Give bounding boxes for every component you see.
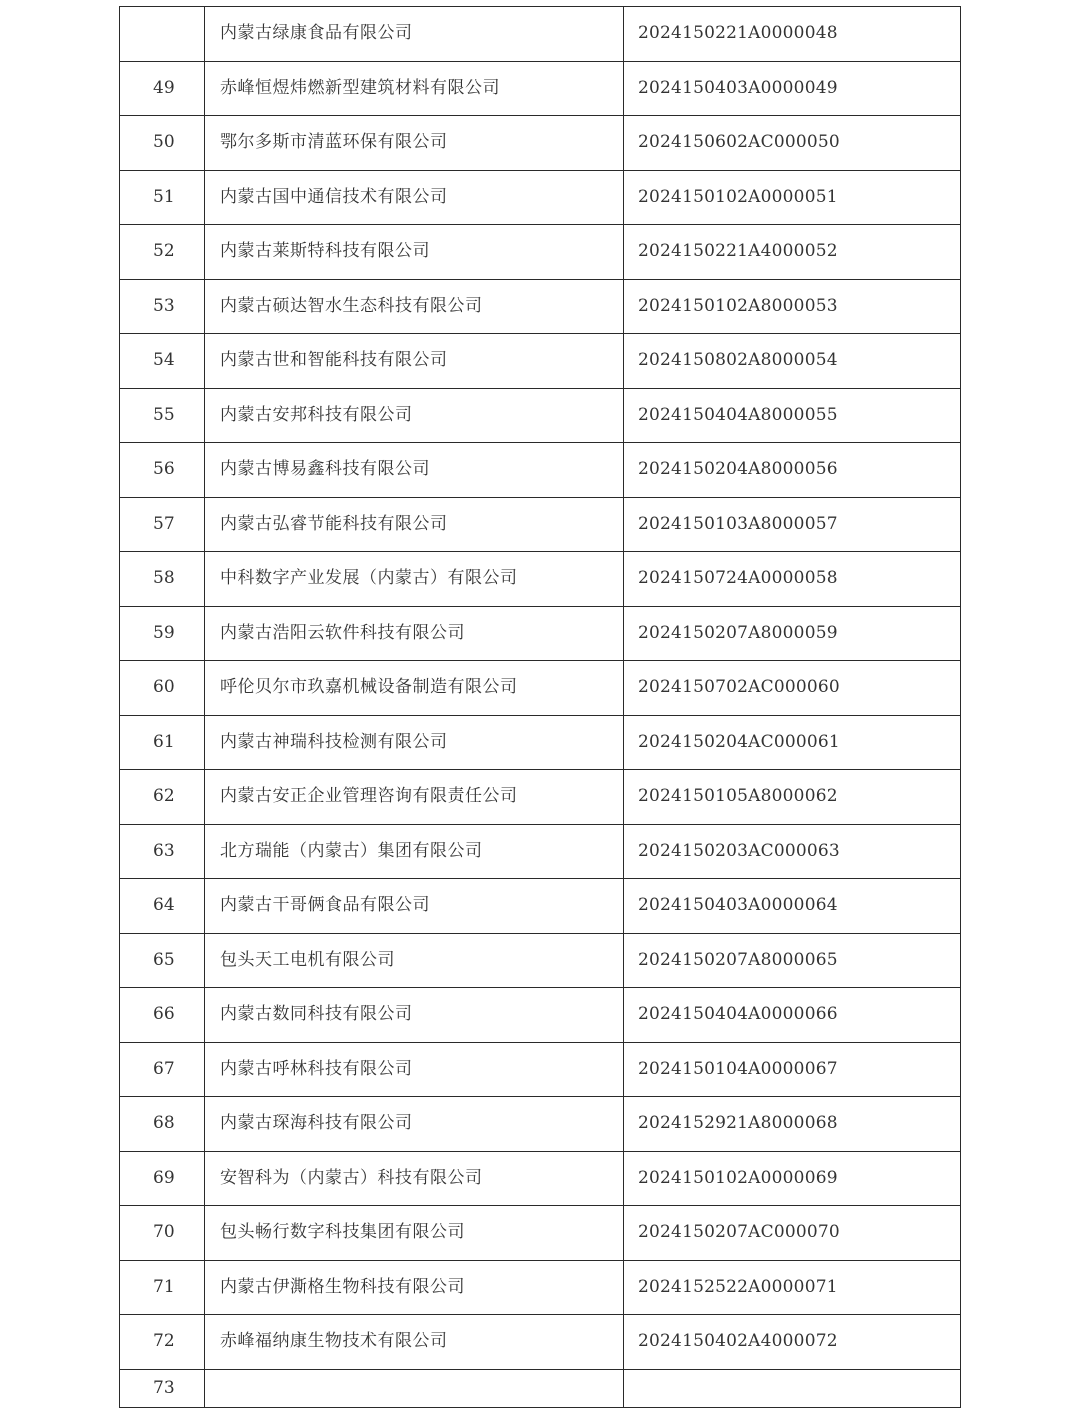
company-name-cell: 呼伦贝尔市玖嘉机械设备制造有限公司 [205,661,624,716]
registration-code-cell: 2024150204AC000061 [624,715,961,770]
company-name-cell: 内蒙古安正企业管理咨询有限责任公司 [205,770,624,825]
company-name-cell: 内蒙古神瑞科技检测有限公司 [205,715,624,770]
table-row [120,988,961,1043]
company-name-cell: 内蒙古绿康食品有限公司 [205,7,624,62]
table-row [120,279,961,334]
table-row [120,879,961,934]
registration-code-cell: 2024150105A8000062 [624,770,961,825]
registration-code-cell: 2024150102A0000051 [624,170,961,225]
registration-code-cell: 2024152921A8000068 [624,1097,961,1152]
company-registry-table [119,6,961,1408]
registration-code-cell: 2024150102A0000069 [624,1151,961,1206]
table-row [120,661,961,716]
row-index-cell: 60 [120,661,205,716]
row-index-cell: 65 [120,933,205,988]
company-name-cell: 鄂尔多斯市清蓝环保有限公司 [205,116,624,171]
row-index-cell: 62 [120,770,205,825]
registration-code-cell: 2024150221A4000052 [624,225,961,280]
registration-code-cell: 2024150204A8000056 [624,443,961,498]
row-index-cell: 57 [120,497,205,552]
table-row [120,170,961,225]
table-row [120,552,961,607]
company-name-cell: 内蒙古呼林科技有限公司 [205,1042,624,1097]
registration-code-cell: 2024150724A0000058 [624,552,961,607]
company-name-cell: 中科数字产业发展（内蒙古）有限公司 [205,552,624,607]
row-index-cell: 52 [120,225,205,280]
registration-code-cell: 2024150602AC000050 [624,116,961,171]
company-name-cell: 内蒙古琛海科技有限公司 [205,1097,624,1152]
row-index-cell: 73 [120,1369,205,1407]
company-name-cell: 内蒙古硕达智水生态科技有限公司 [205,279,624,334]
company-name-cell: 内蒙古安邦科技有限公司 [205,388,624,443]
registration-code-cell: 2024150221A0000048 [624,7,961,62]
row-index-cell: 59 [120,606,205,661]
table-row [120,334,961,389]
registration-code-cell: 2024150403A0000064 [624,879,961,934]
table-row [120,116,961,171]
row-index-cell: 68 [120,1097,205,1152]
row-index-cell: 55 [120,388,205,443]
registration-code-cell: 2024150104A0000067 [624,1042,961,1097]
table-row [120,1042,961,1097]
company-name-cell: 北方瑞能（内蒙古）集团有限公司 [205,824,624,879]
row-index-cell: 56 [120,443,205,498]
registration-code-cell: 2024152522A0000071 [624,1260,961,1315]
registry-table-body [120,7,961,1408]
table-row [120,497,961,552]
table-row [120,606,961,661]
table-row [120,61,961,116]
row-index-cell: 54 [120,334,205,389]
registration-code-cell [624,1369,961,1407]
table-row [120,7,961,62]
row-index-cell: 63 [120,824,205,879]
company-name-cell: 内蒙古世和智能科技有限公司 [205,334,624,389]
row-index-cell: 71 [120,1260,205,1315]
row-index-cell: 72 [120,1315,205,1370]
row-index-cell: 51 [120,170,205,225]
registration-code-cell: 2024150207A8000059 [624,606,961,661]
company-name-cell: 内蒙古数同科技有限公司 [205,988,624,1043]
table-row [120,388,961,443]
table-row [120,225,961,280]
company-name-cell: 内蒙古博易鑫科技有限公司 [205,443,624,498]
row-index-cell: 64 [120,879,205,934]
registration-code-cell: 2024150207A8000065 [624,933,961,988]
table-row [120,1260,961,1315]
company-name-cell: 内蒙古伊澌格生物科技有限公司 [205,1260,624,1315]
row-index-cell [120,7,205,62]
registration-code-cell: 2024150102A8000053 [624,279,961,334]
company-name-cell: 赤峰恒煜炜燃新型建筑材料有限公司 [205,61,624,116]
registration-code-cell: 2024150203AC000063 [624,824,961,879]
company-name-cell: 内蒙古国中通信技术有限公司 [205,170,624,225]
table-row [120,824,961,879]
row-index-cell: 58 [120,552,205,607]
registration-code-cell: 2024150802A8000054 [624,334,961,389]
table-row [120,1206,961,1261]
company-name-cell: 内蒙古弘睿节能科技有限公司 [205,497,624,552]
table-row [120,770,961,825]
row-index-cell: 66 [120,988,205,1043]
table-row [120,1097,961,1152]
company-name-cell: 内蒙古浩阳云软件科技有限公司 [205,606,624,661]
table-row [120,715,961,770]
table-row [120,443,961,498]
registration-code-cell: 2024150702AC000060 [624,661,961,716]
company-name-cell: 内蒙古莱斯特科技有限公司 [205,225,624,280]
registration-code-cell: 2024150402A4000072 [624,1315,961,1370]
row-index-cell: 50 [120,116,205,171]
row-index-cell: 67 [120,1042,205,1097]
table-row [120,1151,961,1206]
company-name-cell: 包头天工电机有限公司 [205,933,624,988]
registration-code-cell: 2024150207AC000070 [624,1206,961,1261]
company-name-cell [205,1369,624,1407]
row-index-cell: 49 [120,61,205,116]
table-row [120,1315,961,1370]
company-name-cell: 赤峰福纳康生物技术有限公司 [205,1315,624,1370]
company-name-cell: 内蒙古干哥俩食品有限公司 [205,879,624,934]
company-name-cell: 安智科为（内蒙古）科技有限公司 [205,1151,624,1206]
registration-code-cell: 2024150403A0000049 [624,61,961,116]
table-row [120,1369,961,1407]
row-index-cell: 70 [120,1206,205,1261]
row-index-cell: 69 [120,1151,205,1206]
company-name-cell: 包头畅行数字科技集团有限公司 [205,1206,624,1261]
table-row [120,933,961,988]
registration-code-cell: 2024150404A8000055 [624,388,961,443]
row-index-cell: 53 [120,279,205,334]
row-index-cell: 61 [120,715,205,770]
registration-code-cell: 2024150404A0000066 [624,988,961,1043]
registration-code-cell: 2024150103A8000057 [624,497,961,552]
